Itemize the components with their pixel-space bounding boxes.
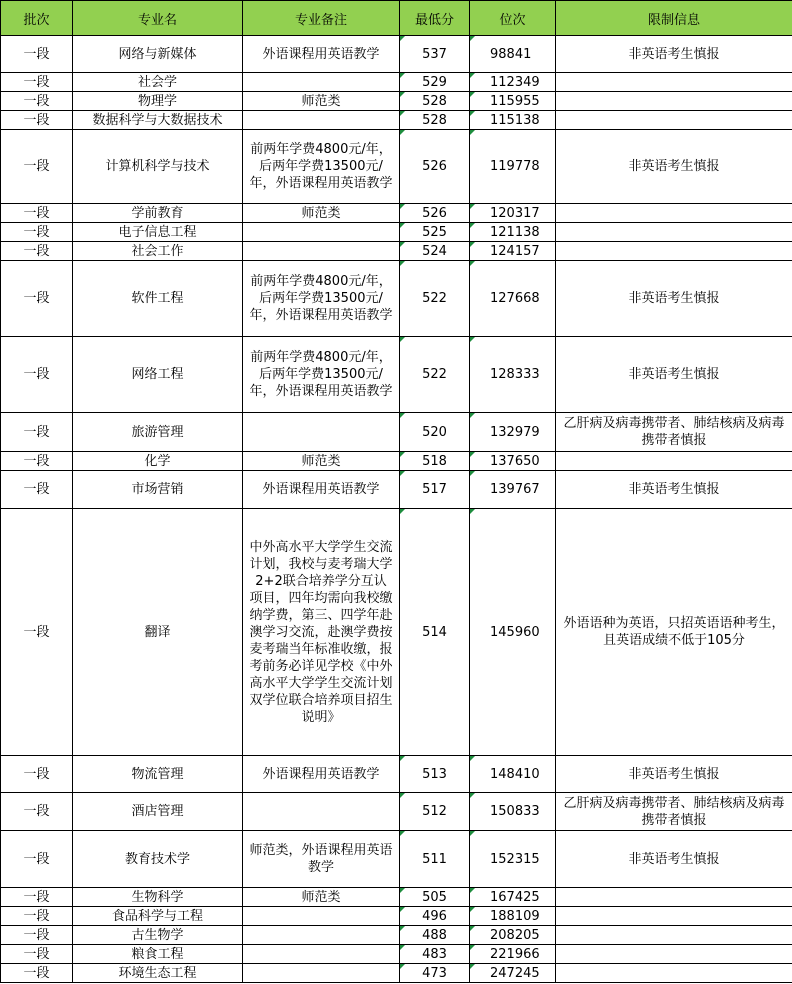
cell-batch: 一段 [1, 204, 73, 223]
cell-major: 电子信息工程 [73, 223, 243, 242]
cell-note: 师范类 [243, 888, 400, 907]
cell-major: 环境生态工程 [73, 964, 243, 983]
cell-note: 师范类 [243, 92, 400, 111]
header-major: 专业名 [73, 1, 243, 36]
cell-batch: 一段 [1, 831, 73, 888]
cell-rank: 115138 [470, 111, 556, 130]
cell-major: 学前教育 [73, 204, 243, 223]
cell-rank: 128333 [470, 337, 556, 413]
cell-major: 旅游管理 [73, 413, 243, 452]
table-row [1, 130, 792, 204]
cell-limit [556, 888, 792, 907]
cell-min-score: 526 [400, 130, 470, 204]
cell-rank: 98841 [470, 36, 556, 73]
table-row [1, 413, 792, 452]
cell-limit: 乙肝病及病毒携带者、肺结核病及病毒携带者慎报 [556, 413, 792, 452]
table-row [1, 242, 792, 261]
cell-major: 网络工程 [73, 337, 243, 413]
cell-note [243, 111, 400, 130]
cell-major: 酒店管理 [73, 793, 243, 831]
cell-note: 师范类，外语课程用英语教学 [243, 831, 400, 888]
cell-limit: 非英语考生慎报 [556, 831, 792, 888]
cell-min-score: 473 [400, 964, 470, 983]
cell-major: 生物科学 [73, 888, 243, 907]
cell-major: 网络与新媒体 [73, 36, 243, 73]
cell-batch: 一段 [1, 945, 73, 964]
cell-major: 古生物学 [73, 926, 243, 945]
cell-batch: 一段 [1, 452, 73, 471]
table-row [1, 111, 792, 130]
cell-batch: 一段 [1, 793, 73, 831]
cell-note [243, 73, 400, 92]
cell-limit [556, 204, 792, 223]
cell-rank: 120317 [470, 204, 556, 223]
cell-rank: 167425 [470, 888, 556, 907]
cell-rank: 152315 [470, 831, 556, 888]
cell-note: 外语课程用英语教学 [243, 471, 400, 509]
cell-batch: 一段 [1, 888, 73, 907]
cell-min-score: 528 [400, 92, 470, 111]
cell-limit [556, 926, 792, 945]
cell-rank: 119778 [470, 130, 556, 204]
table-row [1, 223, 792, 242]
cell-major: 市场营销 [73, 471, 243, 509]
cell-batch: 一段 [1, 413, 73, 452]
cell-rank: 247245 [470, 964, 556, 983]
cell-note [243, 964, 400, 983]
cell-note: 前两年学费4800元/年，后两年学费13500元/年，外语课程用英语教学 [243, 261, 400, 337]
cell-note: 前两年学费4800元/年，后两年学费13500元/年，外语课程用英语教学 [243, 130, 400, 204]
cell-min-score: 524 [400, 242, 470, 261]
cell-batch: 一段 [1, 223, 73, 242]
cell-min-score: 488 [400, 926, 470, 945]
cell-rank: 208205 [470, 926, 556, 945]
cell-batch: 一段 [1, 926, 73, 945]
table-row [1, 92, 792, 111]
table-row [1, 337, 792, 413]
cell-major: 物理学 [73, 92, 243, 111]
cell-note: 外语课程用英语教学 [243, 36, 400, 73]
cell-min-score: 522 [400, 261, 470, 337]
cell-limit: 非英语考生慎报 [556, 756, 792, 793]
cell-note: 中外高水平大学学生交流计划，我校与麦考瑞大学2+2联合培养学分互认项目，四年均需向我校缴纳学费，第三、四学年赴澳学习交流，赴澳学费按麦考瑞当年标准收缴，报考前务必详见学校《中外高水平大学学生交流计划双学位联合培养项目招生说明》 [243, 509, 400, 756]
cell-major: 社会工作 [73, 242, 243, 261]
cell-major: 教育技术学 [73, 831, 243, 888]
cell-limit [556, 111, 792, 130]
cell-major: 食品科学与工程 [73, 907, 243, 926]
cell-min-score: 517 [400, 471, 470, 509]
cell-batch: 一段 [1, 756, 73, 793]
cell-major: 粮食工程 [73, 945, 243, 964]
cell-min-score: 528 [400, 111, 470, 130]
cell-limit [556, 907, 792, 926]
table-row [1, 793, 792, 831]
header-limit: 限制信息 [556, 1, 792, 36]
cell-note [243, 926, 400, 945]
cell-limit [556, 223, 792, 242]
header-min-score: 最低分 [400, 1, 470, 36]
table-row [1, 509, 792, 756]
table-row [1, 452, 792, 471]
cell-note [243, 945, 400, 964]
table-row [1, 73, 792, 92]
cell-major: 社会学 [73, 73, 243, 92]
cell-min-score: 512 [400, 793, 470, 831]
cell-batch: 一段 [1, 36, 73, 73]
table-row [1, 261, 792, 337]
cell-limit: 非英语考生慎报 [556, 36, 792, 73]
cell-min-score: 537 [400, 36, 470, 73]
cell-min-score: 526 [400, 204, 470, 223]
header-batch: 批次 [1, 1, 73, 36]
header-rank: 位次 [470, 1, 556, 36]
cell-limit: 非英语考生慎报 [556, 471, 792, 509]
cell-min-score: 513 [400, 756, 470, 793]
cell-limit [556, 242, 792, 261]
header-note: 专业备注 [243, 1, 400, 36]
cell-min-score: 529 [400, 73, 470, 92]
cell-limit [556, 92, 792, 111]
table-row [1, 888, 792, 907]
cell-min-score: 525 [400, 223, 470, 242]
cell-note [243, 242, 400, 261]
cell-major: 物流管理 [73, 756, 243, 793]
cell-limit [556, 945, 792, 964]
cell-batch: 一段 [1, 907, 73, 926]
table-row [1, 945, 792, 964]
cell-major: 数据科学与大数据技术 [73, 111, 243, 130]
cell-note [243, 907, 400, 926]
cell-batch: 一段 [1, 964, 73, 983]
cell-major: 翻译 [73, 509, 243, 756]
cell-note: 前两年学费4800元/年，后两年学费13500元/年，外语课程用英语教学 [243, 337, 400, 413]
table-row [1, 36, 792, 73]
cell-limit: 外语语种为英语，只招英语语种考生，且英语成绩不低于105分 [556, 509, 792, 756]
cell-limit: 非英语考生慎报 [556, 337, 792, 413]
cell-note: 师范类 [243, 204, 400, 223]
cell-limit [556, 964, 792, 983]
cell-limit: 乙肝病及病毒携带者、肺结核病及病毒携带者慎报 [556, 793, 792, 831]
cell-note: 师范类 [243, 452, 400, 471]
cell-min-score: 520 [400, 413, 470, 452]
cell-rank: 127668 [470, 261, 556, 337]
cell-limit: 非英语考生慎报 [556, 130, 792, 204]
cell-note [243, 413, 400, 452]
cell-batch: 一段 [1, 509, 73, 756]
cell-limit [556, 73, 792, 92]
table-row [1, 831, 792, 888]
cell-min-score: 518 [400, 452, 470, 471]
cell-batch: 一段 [1, 337, 73, 413]
cell-batch: 一段 [1, 73, 73, 92]
cell-major: 软件工程 [73, 261, 243, 337]
table-row [1, 926, 792, 945]
table-row [1, 964, 792, 983]
cell-batch: 一段 [1, 92, 73, 111]
cell-min-score: 496 [400, 907, 470, 926]
cell-rank: 221966 [470, 945, 556, 964]
cell-min-score: 483 [400, 945, 470, 964]
cell-rank: 188109 [470, 907, 556, 926]
cell-limit [556, 452, 792, 471]
cell-rank: 137650 [470, 452, 556, 471]
cell-batch: 一段 [1, 471, 73, 509]
cell-batch: 一段 [1, 111, 73, 130]
cell-note [243, 793, 400, 831]
cell-rank: 115955 [470, 92, 556, 111]
header-row [1, 1, 792, 36]
table-row [1, 471, 792, 509]
cell-min-score: 505 [400, 888, 470, 907]
cell-rank: 121138 [470, 223, 556, 242]
table-row [1, 204, 792, 223]
cell-note [243, 223, 400, 242]
cell-min-score: 511 [400, 831, 470, 888]
cell-min-score: 514 [400, 509, 470, 756]
cell-batch: 一段 [1, 242, 73, 261]
table-row [1, 756, 792, 793]
cell-rank: 124157 [470, 242, 556, 261]
cell-limit: 非英语考生慎报 [556, 261, 792, 337]
cell-batch: 一段 [1, 261, 73, 337]
cell-major: 化学 [73, 452, 243, 471]
cell-rank: 150833 [470, 793, 556, 831]
table-row [1, 907, 792, 926]
cell-rank: 112349 [470, 73, 556, 92]
cell-rank: 132979 [470, 413, 556, 452]
cell-rank: 148410 [470, 756, 556, 793]
cell-rank: 145960 [470, 509, 556, 756]
cell-note: 外语课程用英语教学 [243, 756, 400, 793]
cell-rank: 139767 [470, 471, 556, 509]
cell-batch: 一段 [1, 130, 73, 204]
cell-major: 计算机科学与技术 [73, 130, 243, 204]
cell-min-score: 522 [400, 337, 470, 413]
